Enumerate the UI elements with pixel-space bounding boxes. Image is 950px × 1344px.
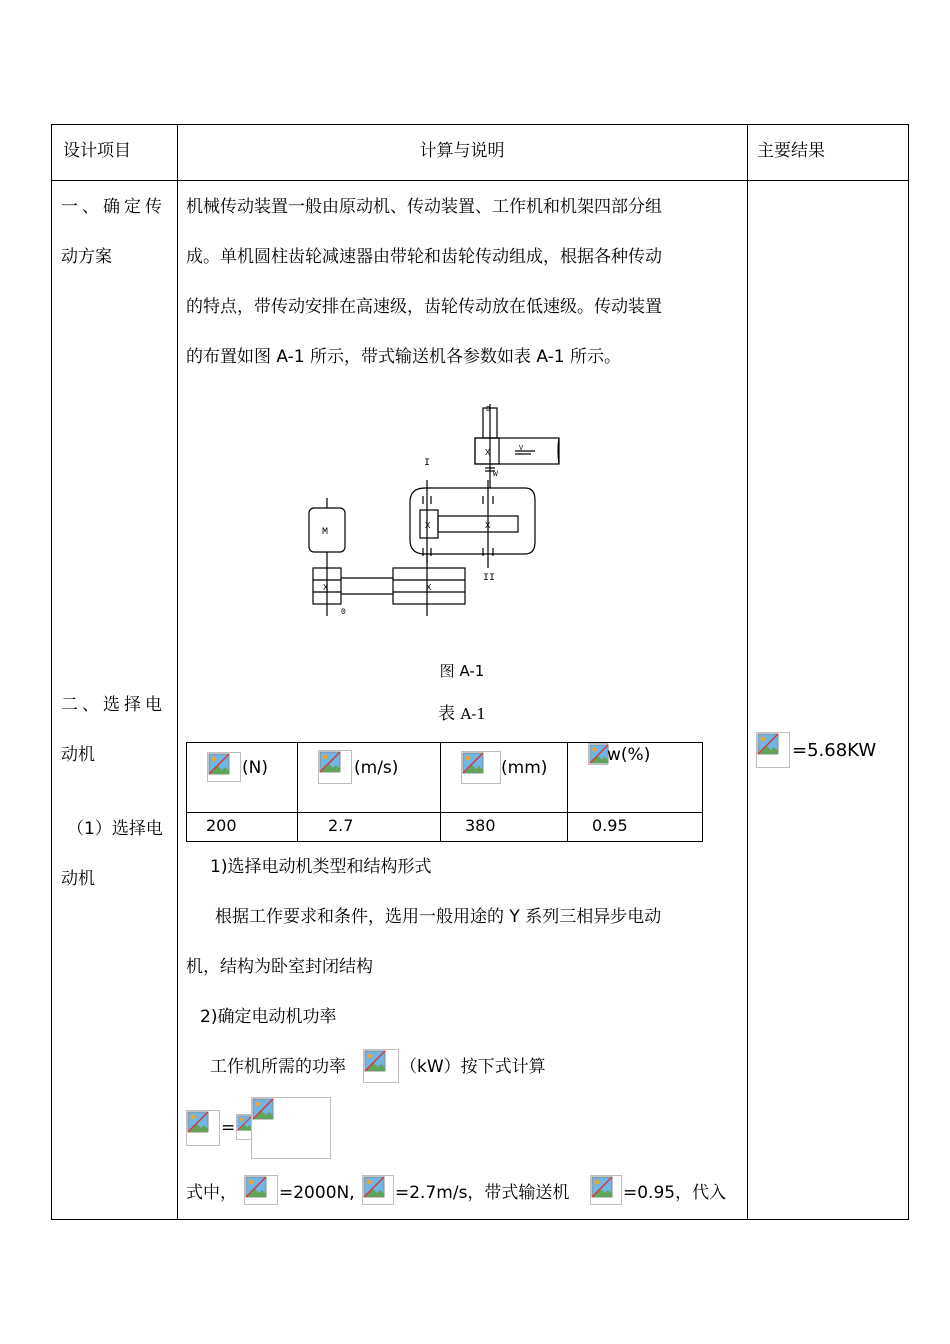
drum-d-label: D [486, 406, 491, 414]
header-result: 主要结果 [757, 141, 825, 161]
velocity-label: V [519, 445, 524, 453]
param-value-efficiency: 0.95 [592, 816, 628, 835]
broken-image-icon [756, 732, 790, 768]
substitution-prefix: 式中， [186, 1183, 237, 1203]
column-divider-2 [747, 124, 748, 1219]
substitution-velocity: =2.7m/s，带式输送机 [395, 1183, 570, 1203]
broken-image-icon [318, 750, 352, 784]
param-col-divider-2 [440, 742, 441, 842]
substitution-force: =2000N, [279, 1183, 355, 1203]
transmission-diagram [295, 400, 565, 625]
power-suffix: （kW）按下式计算 [400, 1057, 546, 1077]
shaft-w-label: W [493, 470, 498, 479]
section-2-title-line1: 二、选择电 [61, 695, 166, 715]
figure-caption: 图 A-1 [439, 662, 485, 680]
broken-image-icon [362, 1175, 394, 1205]
section-1-title-line1: 一、确定传 [61, 197, 166, 217]
formula-equals: = [221, 1118, 236, 1138]
intro-line-4: 的布置如图 A-1 所示，带式输送机各参数如表 A-1 所示。 [186, 347, 622, 367]
broken-image-icon [588, 743, 608, 765]
table-caption [177, 703, 747, 725]
broken-image-icon [244, 1175, 278, 1205]
broken-image-icon [363, 1049, 399, 1083]
substitution-efficiency: =0.95，代入 [623, 1183, 727, 1203]
param-header-diameter: (mm) [501, 758, 548, 778]
param-col-divider-3 [567, 742, 568, 842]
broken-image-icon [207, 752, 241, 782]
param-col-divider-1 [297, 742, 298, 842]
motor-label: M [322, 527, 329, 538]
broken-image-icon [251, 1097, 331, 1159]
header-calculation: 计算与说明 [419, 141, 505, 161]
broken-image-icon [461, 751, 501, 784]
subsection-1-title-line1: （1）选择电 [67, 819, 163, 839]
table-caption-id: A-1 [460, 705, 486, 723]
step-2-title: 2)确定电动机功率 [200, 1007, 337, 1027]
step-1-line-2: 机，结构为卧室封闭结构 [186, 957, 373, 977]
param-value-diameter: 380 [465, 816, 496, 835]
param-value-force: 200 [206, 816, 237, 835]
shaft-0-label: 0 [341, 608, 346, 617]
bearing-x-drum: X [485, 448, 491, 458]
shaft-ii-label: II [483, 573, 496, 584]
step-1-line-1: 根据工作要求和条件，选用一般用途的 Y 系列三相异步电动 [215, 907, 662, 927]
header-divider [51, 180, 908, 181]
table-caption-prefix: 表 [438, 704, 456, 724]
header-design-item: 设计项目 [63, 141, 131, 161]
broken-image-icon [236, 1114, 252, 1140]
step-1-title: 1)选择电动机类型和结构形式 [210, 857, 432, 877]
param-row-divider [186, 812, 703, 813]
subsection-1-title-line2: 动机 [61, 869, 95, 889]
bearing-x-gear-2: X [485, 521, 491, 531]
section-1-title-line2: 动方案 [61, 247, 112, 267]
param-header-efficiency: w(%) [607, 745, 651, 765]
broken-image-icon [186, 1110, 220, 1146]
broken-image-icon [590, 1175, 622, 1205]
param-header-force: (N) [242, 758, 268, 778]
param-value-velocity: 2.7 [328, 816, 354, 835]
intro-line-2: 成。单机圆柱齿轮减速器由带轮和齿轮传动组成，根据各种传动 [186, 247, 662, 267]
shaft-i-label: I [424, 458, 431, 469]
bearing-x-pulley-2: X [426, 583, 432, 593]
param-header-velocity: (m/s) [354, 758, 399, 778]
power-prefix: 工作机所需的功率 [210, 1057, 346, 1077]
result-power-value: =5.68KW [792, 740, 877, 761]
intro-line-1: 机械传动装置一般由原动机、传动装置、工作机和机架四部分组 [186, 197, 662, 217]
bearing-x-gear-1: X [425, 521, 431, 531]
section-2-title-line2: 动机 [61, 745, 95, 765]
bearing-x-pulley-1: X [323, 583, 329, 593]
intro-line-3: 的特点，带传动安排在高速级，齿轮传动放在低速级。传动装置 [186, 297, 662, 317]
